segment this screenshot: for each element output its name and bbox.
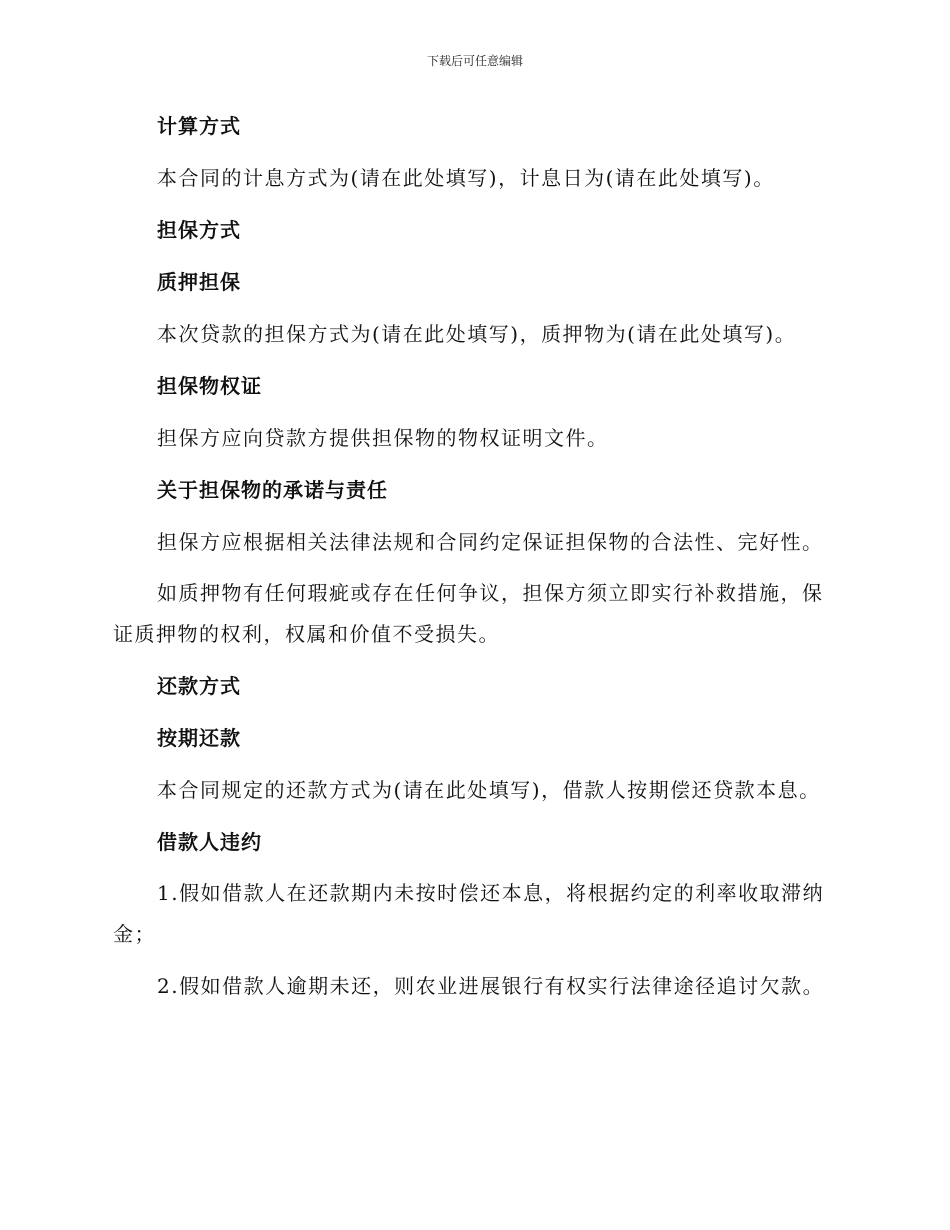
paragraph-interest-method: 本合同的计息方式为(请在此处填写)，计息日为(请在此处填写)。 xyxy=(157,166,775,190)
section-heading-guarantee-method: 担保方式 xyxy=(157,218,241,242)
section-heading-pledge-guarantee: 质押担保 xyxy=(157,270,241,294)
paragraph-collateral-defect: 如质押物有任何瑕疵或存在任何争议，担保方须立即实行补救措施，保证质押物的权利，权属和价值不受损失。 xyxy=(113,581,824,646)
section-heading-repayment-method: 还款方式 xyxy=(157,674,241,698)
section-heading-collateral-certificate: 担保物权证 xyxy=(157,374,262,398)
page-header: 下载后可任意编辑 xyxy=(426,54,523,68)
section-heading-scheduled-repayment: 按期还款 xyxy=(157,726,241,750)
paragraph-collateral-legality: 担保方应根据相关法律法规和合同约定保证担保物的合法性、完好性。 xyxy=(157,530,824,554)
paragraph-collateral-certificate: 担保方应向贷款方提供担保物的物权证明文件。 xyxy=(157,426,609,450)
section-heading-collateral-commitment: 关于担保物的承诺与责任 xyxy=(157,478,388,502)
paragraph-default-late-fee: 1.假如借款人在还款期内未按时偿还本息，将根据约定的利率收取滞纳金； xyxy=(113,881,825,946)
paragraph-repayment-method: 本合同规定的还款方式为(请在此处填写)，借款人按期偿还贷款本息。 xyxy=(157,778,821,802)
paragraph-guarantee-method: 本次贷款的担保方式为(请在此处填写)，质押物为(请在此处填写)。 xyxy=(157,322,797,346)
section-heading-borrower-default: 借款人违约 xyxy=(157,830,262,854)
section-heading-calculation-method: 计算方式 xyxy=(157,114,241,138)
paragraph-default-legal-action: 2.假如借款人逾期未还，则农业进展银行有权实行法律途径追讨欠款。 xyxy=(157,974,825,998)
document-body xyxy=(113,108,833,1020)
